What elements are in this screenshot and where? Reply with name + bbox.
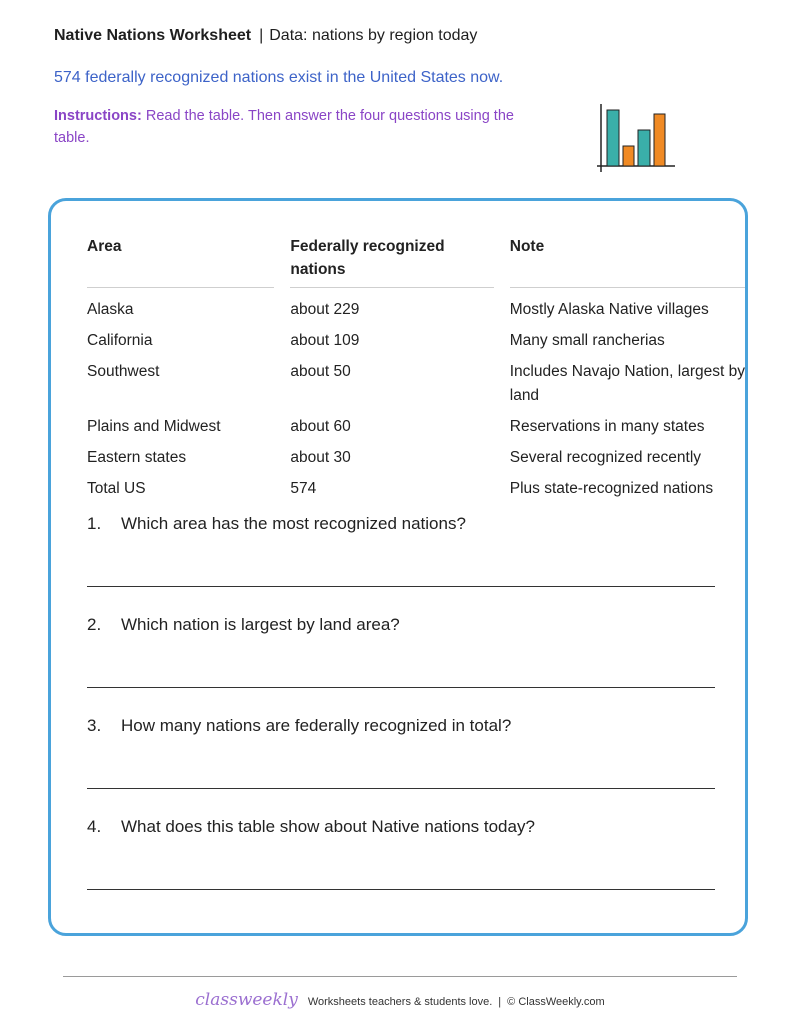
bar-chart-icon xyxy=(595,102,677,174)
question-3 xyxy=(87,715,715,737)
question-number: 2. xyxy=(87,615,102,634)
table-row xyxy=(87,294,745,325)
area-cell: Southwest xyxy=(87,363,160,380)
answer-line-3[interactable] xyxy=(87,788,715,789)
title-separator: | xyxy=(259,27,264,44)
area-cell: Plains and Midwest xyxy=(87,418,221,435)
table-row xyxy=(87,356,745,411)
note-cell: Plus state-recognized nations xyxy=(509,480,714,497)
question-number: 3. xyxy=(87,716,102,735)
question-text: Which nation is largest by land area? xyxy=(121,615,400,634)
answer-line-1[interactable] xyxy=(87,586,715,587)
question-2 xyxy=(87,614,715,636)
table-row xyxy=(87,411,745,442)
footer-tagline: Worksheets teachers & students love. xyxy=(307,996,493,1008)
question-text: Which area has the most recognized nations? xyxy=(121,514,466,533)
data-label: Data: nations by region today xyxy=(269,27,478,44)
table-row xyxy=(87,442,745,473)
instructions-lead: Instructions: xyxy=(54,108,142,124)
header-recognized-nations: Federally recognized nations xyxy=(290,235,509,294)
footer-copyright: © ClassWeekly.com xyxy=(507,996,605,1008)
table-row xyxy=(87,473,745,504)
table-row xyxy=(87,325,745,356)
worksheet-subtitle: 574 federally recognized nations exist in the United States now. xyxy=(54,69,504,86)
note-cell: Several recognized recently xyxy=(509,449,702,466)
header-note: Note xyxy=(510,235,745,294)
footer xyxy=(0,990,800,1010)
area-cell: Total US xyxy=(87,480,146,497)
area-cell: Eastern states xyxy=(87,449,187,466)
note-cell: Many small rancherias xyxy=(509,332,665,349)
worksheet-title: Native Nations Worksheet xyxy=(54,27,252,44)
answer-line-4[interactable] xyxy=(87,889,715,890)
question-text: How many nations are federally recognized in total? xyxy=(121,716,512,735)
header-area: Area xyxy=(87,235,290,294)
count-cell: about 60 xyxy=(290,418,351,435)
count-cell: about 109 xyxy=(290,332,360,349)
footer-divider xyxy=(63,976,737,977)
question-number: 1. xyxy=(87,514,102,533)
note-cell: Reservations in many states xyxy=(509,418,705,435)
note-cell: Includes Navajo Nation, largest by land xyxy=(509,363,745,404)
count-cell: about 229 xyxy=(290,301,360,318)
question-text: What does this table show about Native nations today? xyxy=(121,817,535,836)
question-4 xyxy=(87,816,715,838)
instructions xyxy=(54,105,534,149)
note-cell: Mostly Alaska Native villages xyxy=(509,301,709,318)
count-cell: about 50 xyxy=(290,363,351,380)
classweekly-logo: classweekly xyxy=(195,990,298,1010)
question-1 xyxy=(87,513,715,535)
title-line xyxy=(54,26,754,46)
area-cell: Alaska xyxy=(87,301,134,318)
question-number: 4. xyxy=(87,817,102,836)
answer-line-2[interactable] xyxy=(87,687,715,688)
nations-table xyxy=(87,235,745,504)
count-cell: 574 xyxy=(290,480,317,497)
worksheet-card xyxy=(48,198,748,936)
area-cell: California xyxy=(87,332,153,349)
footer-separator: | xyxy=(498,996,502,1008)
count-cell: about 30 xyxy=(290,449,351,466)
instructions-text: Read the table. Then answer the four questions using the table. xyxy=(54,108,514,146)
